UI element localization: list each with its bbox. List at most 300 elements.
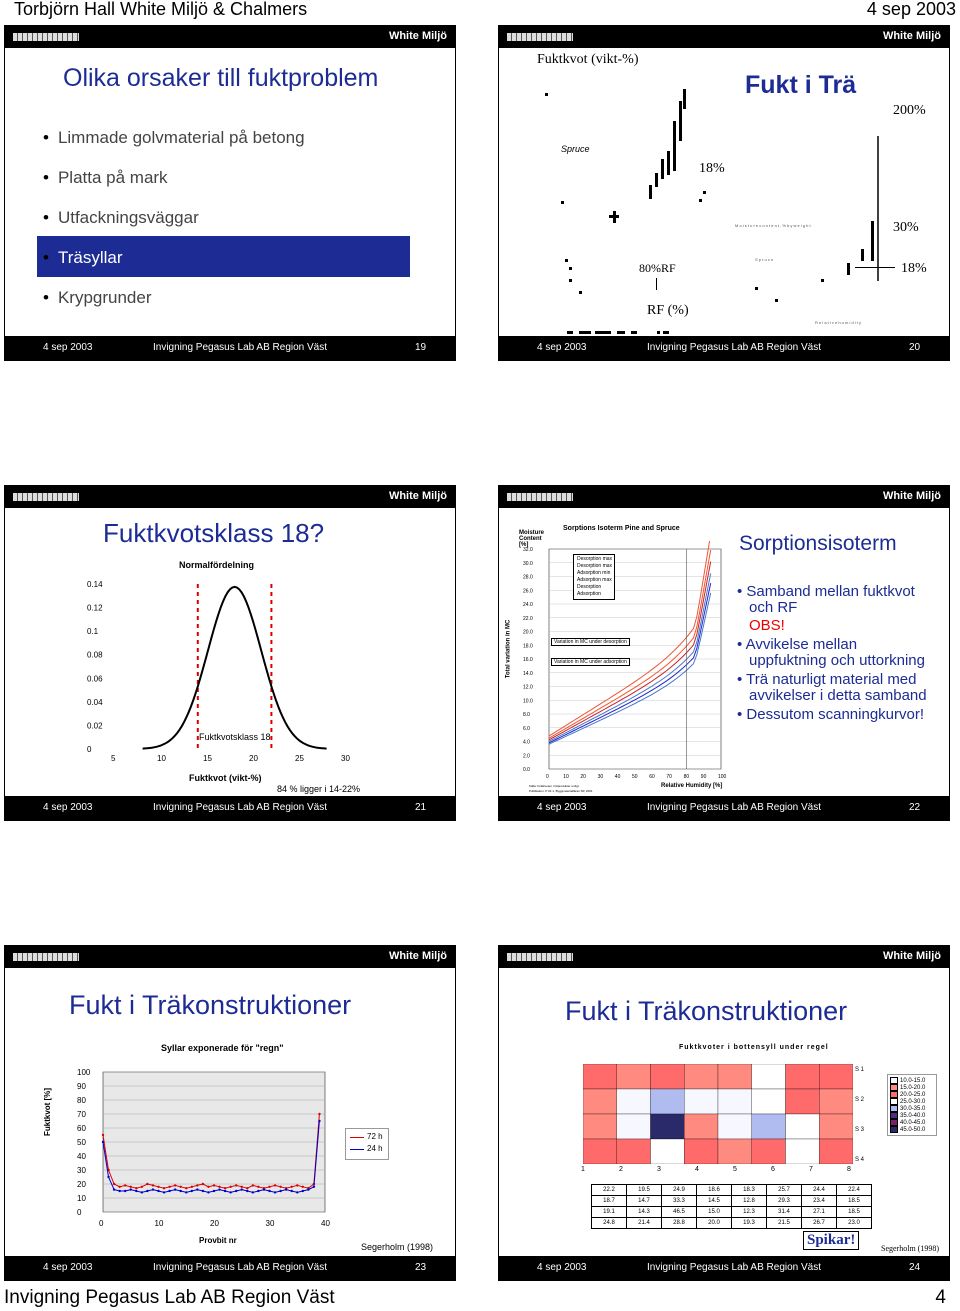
legend-swatch	[890, 1077, 898, 1084]
legend-item	[890, 1084, 934, 1091]
y-tick-label: 20	[77, 1180, 86, 1189]
marker-line	[656, 278, 657, 290]
data-point	[224, 1190, 226, 1192]
y-tick-label: 28.0	[523, 574, 533, 581]
legend-label: 15.0-20.0	[900, 1084, 926, 1091]
data-point	[241, 1188, 243, 1190]
table-cell: 12.8	[732, 1196, 767, 1207]
heat-cell	[718, 1114, 752, 1139]
data-point	[196, 1184, 198, 1186]
data-point	[118, 1190, 120, 1192]
heat-cell	[752, 1089, 786, 1114]
legend-swatch	[890, 1091, 898, 1098]
heat-cell	[819, 1114, 853, 1139]
table-cell: 28.8	[662, 1218, 697, 1229]
y-tick-label: 0.04	[87, 697, 103, 707]
data-point	[124, 1184, 126, 1186]
data-point	[246, 1187, 248, 1189]
y-tick-label: 24.0	[523, 602, 533, 608]
data-point	[168, 1190, 170, 1192]
data-point	[268, 1190, 270, 1192]
spruce-label: Spruce	[561, 144, 590, 154]
row-label: S 4	[855, 1157, 865, 1163]
bullet: • Avvikelse mellan uppfuktning och uttorkning	[737, 636, 925, 669]
chalmers-logo	[13, 953, 79, 961]
source: Segerholm (1998)	[361, 1242, 434, 1252]
bullets	[737, 584, 937, 723]
heat-cell	[819, 1089, 853, 1114]
bullet: • Trä naturligt material med avvikelser i detta samband	[737, 671, 927, 704]
chart-title: Normalfördelning	[179, 560, 255, 570]
data-point	[174, 1188, 176, 1190]
label-80rf: 80%RF	[639, 261, 676, 275]
x-tick-label: 30	[265, 1219, 275, 1228]
heat-cell	[684, 1139, 718, 1164]
heat-cell	[583, 1139, 617, 1164]
data-point	[268, 1186, 270, 1188]
table-cell: 22.4	[837, 1185, 872, 1196]
table-cell: 20.0	[697, 1218, 732, 1229]
data-point	[291, 1190, 293, 1192]
slide-21	[4, 485, 456, 821]
x-tick-label: 0	[546, 774, 549, 780]
chalmers-logo	[13, 33, 79, 41]
data-point	[229, 1186, 231, 1188]
x-tick-label: 40	[614, 774, 621, 780]
legend-swatch	[890, 1112, 898, 1119]
data-point	[252, 1191, 254, 1193]
data-point	[141, 1186, 143, 1188]
data-point	[163, 1187, 165, 1189]
x-tick-label: 10	[157, 754, 166, 763]
bullet-text: Samband mellan fuktkvot och RF	[746, 583, 915, 616]
x-tick-label: 15	[203, 754, 212, 763]
x-tick-label: 20	[210, 1219, 219, 1228]
legend-red-swatch	[350, 1137, 364, 1138]
data-point	[252, 1184, 254, 1186]
slide-date: 4 sep 2003	[537, 1262, 587, 1273]
table-cell: 46.5	[662, 1207, 697, 1218]
bullet: • Utfackningsväggar	[43, 208, 199, 228]
moisture-scatter-chart	[539, 81, 879, 341]
bullet-text: Dessutom scanningkurvor!	[746, 706, 924, 723]
chalmers-logo	[507, 33, 573, 41]
table-cell: 18.5	[837, 1207, 872, 1218]
x-tick-label: 70	[666, 774, 672, 780]
slide-22	[498, 485, 950, 821]
bullet: • Samband mellan fuktkvot och RF	[737, 583, 915, 616]
legend-item	[890, 1112, 934, 1119]
slide-23	[4, 945, 456, 1281]
page-header-left: Torbjörn Hall White Miljö & Chalmers	[14, 0, 308, 19]
data-point	[313, 1186, 315, 1188]
y-tick-label: 0.02	[87, 721, 103, 731]
heat-cell	[786, 1064, 820, 1089]
source: Segerholm (1998)	[881, 1244, 939, 1253]
x-tick-label: 6	[771, 1166, 775, 1173]
moisture-axis-text: M o i s t u r e c o n t e n t , % b y w e i g h t	[735, 223, 811, 228]
y-tick-label: 14.0	[523, 670, 533, 677]
y-tick-label: 22.0	[523, 615, 533, 622]
data-point	[196, 1188, 198, 1190]
slide-date: 4 sep 2003	[537, 342, 587, 353]
slide-20	[498, 25, 950, 361]
x-tick-label: 1	[581, 1166, 585, 1173]
chalmers-logo	[13, 493, 79, 501]
data-point	[218, 1188, 220, 1190]
table-cell: 24.9	[662, 1185, 697, 1196]
table-cell: 27.1	[802, 1207, 837, 1218]
data-point	[207, 1186, 209, 1188]
x-tick-label: 50	[632, 774, 638, 780]
slide-24	[498, 945, 950, 1281]
x-tick-label: 8	[847, 1166, 851, 1173]
legend-item	[890, 1091, 934, 1098]
legend-swatch	[890, 1126, 898, 1133]
y-title: Moisture Content [%]	[519, 530, 545, 548]
data-point	[141, 1191, 143, 1193]
data-point	[257, 1190, 259, 1192]
y-tick-label: 10.0	[523, 698, 533, 705]
table-cell: 33.3	[662, 1196, 697, 1207]
table-cell: 26.7	[802, 1218, 837, 1229]
slide-date: 4 sep 2003	[43, 802, 93, 813]
brand: White Miljö	[882, 30, 941, 42]
slide-number: 19	[415, 342, 427, 353]
heat-cell	[617, 1089, 651, 1114]
brand: White Miljö	[882, 490, 941, 502]
legend-item: Adsorption max	[577, 577, 612, 583]
chart-title: Syllar exponerade för "regn"	[161, 1043, 284, 1053]
data-point	[279, 1190, 281, 1192]
obs: OBS!	[749, 617, 785, 634]
data-point	[124, 1190, 126, 1192]
data-point	[213, 1190, 215, 1192]
data-point	[102, 1134, 104, 1136]
data-point	[130, 1188, 132, 1190]
data-point	[107, 1176, 109, 1178]
data-point	[191, 1186, 193, 1188]
y-axis-title: Fuktkvot [%]	[43, 1088, 52, 1136]
spikar-label: Spikar!	[803, 1231, 859, 1250]
data-point	[279, 1186, 281, 1188]
table-cell: 19.1	[592, 1207, 627, 1218]
data-point	[207, 1191, 209, 1193]
heat-cell	[786, 1139, 820, 1164]
band-label: Fuktkvotsklass 18	[199, 732, 271, 742]
label-200: 200%	[893, 103, 926, 118]
data-point	[180, 1186, 182, 1188]
bullet-text: Trä naturligt material med avvikelser i detta samband	[746, 671, 927, 704]
legend-item	[890, 1126, 934, 1133]
heat-cell	[583, 1114, 617, 1139]
y-tick-label: 16.0	[523, 657, 533, 663]
bullet: • Limmade golvmaterial på betong	[43, 128, 305, 148]
slide-number: 24	[909, 1262, 921, 1273]
brand: White Miljö	[388, 950, 447, 962]
data-point	[152, 1184, 154, 1186]
slide-event: Invigning Pegasus Lab AB Region Väst	[647, 1262, 822, 1273]
desorption-box: Variation in MC under desorption	[551, 638, 630, 646]
slide-number: 21	[415, 802, 427, 813]
table-row	[592, 1196, 872, 1207]
x-tick-label: 40	[321, 1219, 330, 1228]
data-point	[113, 1188, 115, 1190]
y-tick-label: 18.0	[523, 643, 533, 650]
x-title: Relative Humidity [%]	[661, 783, 723, 789]
data-point	[157, 1190, 159, 1192]
chalmers-logo	[507, 953, 573, 961]
legend-label: 10.0-15.0	[900, 1077, 926, 1084]
data-point	[291, 1186, 293, 1188]
x-axis-title: Fuktkvot (vikt-%)	[189, 773, 262, 783]
data-point	[229, 1191, 231, 1193]
heat-cell	[617, 1114, 651, 1139]
data-point	[235, 1190, 237, 1192]
y-tick-label: 20.0	[523, 629, 533, 636]
y-tick-label: 0.06	[87, 674, 103, 684]
slide-date: 4 sep 2003	[537, 802, 587, 813]
y-tick-label: 8.0	[523, 712, 530, 718]
slide-number: 22	[909, 802, 921, 813]
heat-cell	[583, 1064, 617, 1089]
legend	[887, 1074, 937, 1136]
slide-date: 4 sep 2003	[43, 1262, 93, 1273]
y-tick-label: 10	[77, 1194, 86, 1203]
distribution-curve	[143, 587, 327, 749]
legend-swatch	[890, 1098, 898, 1105]
data-point	[302, 1186, 304, 1188]
table-cell: 21.5	[767, 1218, 802, 1229]
table-cell: 31.4	[767, 1207, 802, 1218]
table-row	[592, 1185, 872, 1196]
x-ticks	[581, 1166, 851, 1176]
legend-item: Adsorption min	[577, 570, 611, 576]
heat-cell	[718, 1089, 752, 1114]
y-tick-label: 0	[87, 745, 92, 754]
table-cell: 19.5	[627, 1185, 662, 1196]
data-point	[285, 1188, 287, 1190]
table-cell: 14.7	[627, 1196, 662, 1207]
y-tick-label: 40	[77, 1152, 86, 1161]
bullet-highlighted: • Träsyllar	[43, 248, 123, 268]
table-cell: 21.4	[627, 1218, 662, 1229]
table-cell: 23.0	[837, 1218, 872, 1229]
legend-item	[890, 1077, 934, 1084]
legend-blue-swatch	[350, 1149, 364, 1150]
y-tick-label: 0.08	[87, 650, 103, 660]
y-tick-label: 32.0	[523, 547, 533, 553]
y-tick-label: 6.0	[523, 725, 530, 732]
legend-item	[890, 1098, 934, 1105]
x-axis-label: RF (%)	[647, 303, 689, 318]
data-point	[146, 1183, 148, 1185]
x-tick-label: 90	[700, 774, 707, 780]
table-cell: 18.5	[837, 1196, 872, 1207]
y-tick-label: 80	[77, 1096, 86, 1105]
slide-title: Fuktkvotsklass 18?	[103, 518, 325, 548]
data-point	[318, 1120, 320, 1122]
relative-humidity-text: R e l a t i v e h u m i d i t y	[815, 320, 862, 325]
data-point	[113, 1183, 115, 1185]
heat-cell	[617, 1139, 651, 1164]
heat-cell	[718, 1064, 752, 1089]
data-point	[146, 1190, 148, 1192]
data-point	[102, 1141, 104, 1143]
heat-cell	[651, 1064, 685, 1089]
heat-cell	[819, 1064, 853, 1089]
label-18: 18%	[699, 161, 725, 176]
slide-title: Fukt i Träkonstruktioner	[69, 990, 352, 1020]
y-tick-label: 70	[77, 1110, 86, 1119]
data-point	[180, 1190, 182, 1192]
data-point	[241, 1186, 243, 1188]
data-point	[185, 1191, 187, 1193]
y-tick-label: 60	[77, 1124, 86, 1133]
legend-item	[890, 1119, 934, 1126]
data-point	[152, 1188, 154, 1190]
legend-item: Desorption max	[577, 563, 613, 569]
x-tick-label: 20	[580, 774, 586, 780]
data-point	[318, 1113, 320, 1115]
x-tick-label: 10	[563, 774, 569, 780]
brand: White Miljö	[388, 490, 447, 502]
x-tick-label: 5	[733, 1166, 737, 1173]
slide-title: Sorptionsisoterm	[739, 532, 897, 555]
data-point	[235, 1184, 237, 1186]
data-point	[157, 1186, 159, 1188]
legend-label: 24 h	[367, 1144, 383, 1153]
data-point	[135, 1187, 137, 1189]
legend-item: Desorption max	[577, 556, 613, 562]
heat-cell	[684, 1089, 718, 1114]
bullet-text: Avvikelse mellan uppfuktning och uttorkning	[745, 636, 925, 669]
legend-label: 25.0-30.0	[900, 1098, 926, 1105]
spruce-label-2: S p r u c e	[755, 257, 774, 262]
note: 84 % ligger i 14-22%	[277, 784, 361, 794]
row-label: S 3	[855, 1127, 865, 1133]
row-label: S 1	[855, 1067, 865, 1073]
table-cell: 18.7	[592, 1196, 627, 1207]
data-point	[213, 1184, 215, 1186]
table-cell: 19.3	[732, 1218, 767, 1229]
y-tick-label: 0	[77, 1208, 82, 1217]
x-tick-label: 20	[249, 754, 258, 763]
y-tick-label: 2.0	[523, 753, 530, 760]
heat-cell	[651, 1089, 685, 1114]
heat-cell	[786, 1089, 820, 1114]
moisture-contour-chart	[583, 1064, 853, 1164]
chalmers-logo	[507, 493, 573, 501]
slide-title: Fukt i Träkonstruktioner	[565, 996, 848, 1026]
data-point	[296, 1184, 298, 1186]
data-point	[296, 1191, 298, 1193]
bullet: • Platta på mark	[43, 168, 168, 188]
data-point	[135, 1190, 137, 1192]
slide-event: Invigning Pegasus Lab AB Region Väst	[647, 342, 822, 353]
heat-cell	[617, 1064, 651, 1089]
legend-swatch	[890, 1084, 898, 1091]
data-point	[168, 1186, 170, 1188]
heat-cell	[651, 1139, 685, 1164]
heat-cell	[684, 1064, 718, 1089]
data-point	[174, 1184, 176, 1186]
page-footer-left: Invigning Pegasus Lab AB Region Väst	[4, 1287, 335, 1308]
legend-swatch	[890, 1105, 898, 1112]
value-table	[591, 1184, 872, 1229]
heat-cell	[718, 1139, 752, 1164]
data-point	[163, 1191, 165, 1193]
table-cell: 24.4	[802, 1185, 837, 1196]
heat-cell	[583, 1089, 617, 1114]
table-cell: 29.3	[767, 1196, 802, 1207]
x-tick-label: 25	[295, 754, 304, 763]
y-axis-vertical: Total variation in MC	[505, 619, 512, 679]
x-tick-label: 4	[695, 1166, 699, 1173]
heat-cell	[752, 1064, 786, 1089]
y-tick-label: 0.1	[87, 627, 99, 637]
x-tick-label: 3	[657, 1166, 661, 1173]
x-tick-label: 2	[619, 1166, 623, 1173]
y-tick-label: 26.0	[523, 588, 533, 595]
legend-label: 45.0-50.0	[900, 1126, 926, 1133]
legend-label: 72 h	[367, 1132, 383, 1141]
data-point	[274, 1191, 276, 1193]
chart-title: Sorptions Isoterm Pine and Spruce	[563, 525, 680, 532]
heat-cell	[786, 1114, 820, 1139]
brand: White Miljö	[388, 30, 447, 42]
y-tick-label: 50	[77, 1138, 86, 1147]
data-point	[263, 1188, 265, 1190]
data-point	[224, 1187, 226, 1189]
y-tick-label: 0.12	[87, 603, 103, 613]
label-30: 30%	[893, 220, 919, 235]
x-tick-label: 30	[597, 774, 604, 780]
table-cell: 18.3	[732, 1185, 767, 1196]
legend-label: 35.0-40.0	[900, 1112, 926, 1119]
table-cell: 22.2	[592, 1185, 627, 1196]
legend-swatch	[890, 1119, 898, 1126]
slide-event: Invigning Pegasus Lab AB Region Väst	[153, 1262, 328, 1273]
table-cell: 23.4	[802, 1196, 837, 1207]
x-tick-label: 100	[718, 774, 727, 780]
slide-event: Invigning Pegasus Lab AB Region Väst	[153, 802, 328, 813]
slide-title: Fukt i Trä	[745, 71, 857, 99]
page-footer-right: 4	[935, 1287, 946, 1308]
table-cell: 15.0	[697, 1207, 732, 1218]
data-point	[202, 1190, 204, 1192]
x-tick-label: 5	[111, 754, 116, 763]
data-point	[246, 1190, 248, 1192]
x-tick-label: 7	[809, 1166, 813, 1173]
x-tick-label: 0	[99, 1219, 104, 1228]
data-point	[307, 1188, 309, 1190]
marker-line	[855, 267, 895, 268]
heat-cell	[651, 1114, 685, 1139]
adsorption-box: Variation in MC under adsorption	[551, 658, 630, 666]
heat-cell	[819, 1139, 853, 1164]
legend-item	[890, 1105, 934, 1112]
table-cell: 18.6	[697, 1185, 732, 1196]
data-point	[191, 1190, 193, 1192]
table-row	[592, 1207, 872, 1218]
legend-item: Desorption	[577, 584, 602, 590]
y-tick-label: 90	[77, 1082, 86, 1091]
heat-cell	[752, 1139, 786, 1164]
x-tick-label: 30	[341, 754, 350, 763]
legend-label: 20.0-25.0	[900, 1091, 926, 1098]
table-cell: 12.3	[732, 1207, 767, 1218]
